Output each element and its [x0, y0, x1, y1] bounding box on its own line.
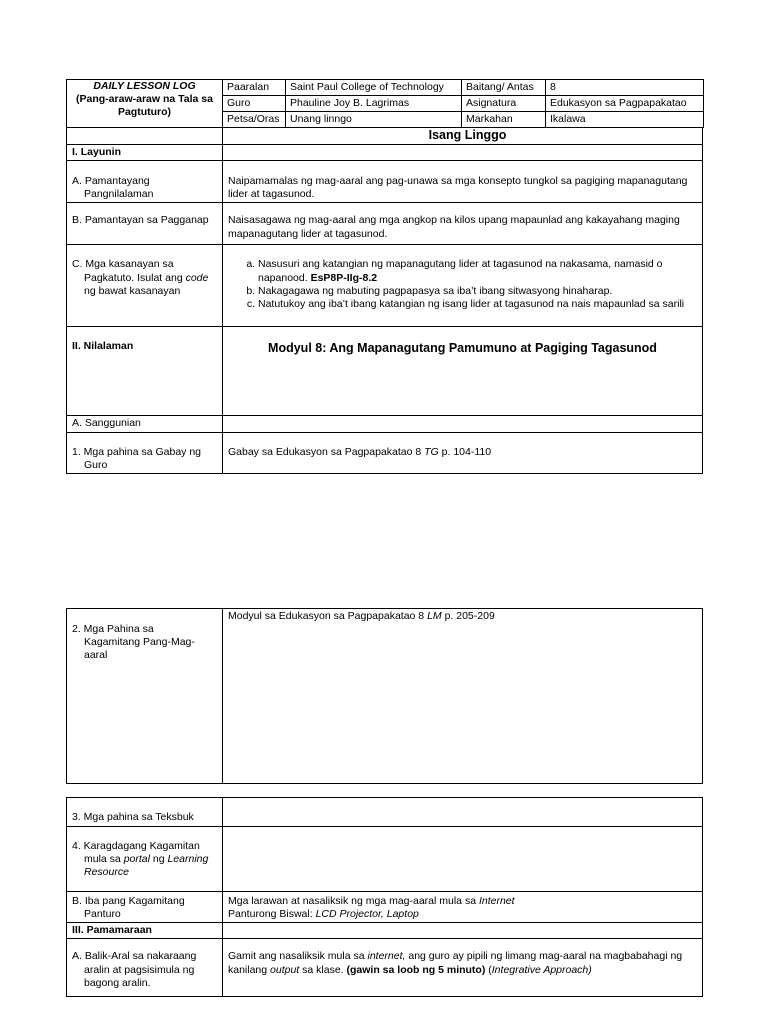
- week-label: Isang Linggo: [223, 128, 703, 145]
- pamantayan-pagganap-label: B. Pamantayan sa Pagganap: [67, 203, 223, 245]
- label-paaralan: Paaralan: [223, 80, 286, 96]
- layunin-heading: I. Layunin: [67, 145, 223, 161]
- lesson-log-page-2: [66, 608, 703, 784]
- resources-table: [66, 797, 703, 997]
- karagdagang-kagamitan-label: 4. Karagdagang Kagamitan mula sa portal ng Learning Resource: [67, 827, 223, 892]
- value-guro: Phauline Joy B. Lagrimas: [286, 96, 462, 112]
- kasanayan-list: [228, 258, 697, 311]
- module-title: Modyul 8: Ang Mapanagutang Pamumuno at Pagiging Tagasunod: [223, 327, 703, 416]
- pamantayang-pangnilalaman-label: A. Pamantayang Pangnilalaman: [67, 161, 223, 203]
- document-subtitle: (Pang-araw-araw na Tala sa Pagtuturo): [76, 93, 213, 119]
- label-baitang: Baitang/ Antas: [462, 80, 546, 96]
- gabay-label: 1. Mga pahina sa Gabay ng Guro: [67, 432, 223, 473]
- teksbuk-label: 3. Mga pahina sa Teksbuk: [67, 798, 223, 827]
- label-asignatura: Asignatura: [462, 96, 546, 112]
- kasanayan-list-cell: [223, 245, 703, 327]
- kasanayan-label: C. Mga kasanayan sa Pagkatuto. Isulat ang code ng bawat kasanayan: [67, 245, 223, 327]
- kagamitan-mag-aaral-label: 2. Mga Pahina sa Kagamitang Pang-Mag- aaral: [67, 609, 223, 784]
- kasanayan-item-a: a. Nasusuri ang katangian ng mapanagutang lider at tagasunod na nakasama, namasid o napanood. EsP8P-IIg-8.2: [258, 258, 697, 284]
- pamantayan-pagganap-text: Naisasagawa ng mag-aaral ang mga angkop na kilos upang mapaunlad ang kakayahang maging mapanagutang lider at tagasunod.: [223, 203, 703, 245]
- iba-pang-kagamitan-text: Mga larawan at nasaliksik ng mga mag-aaral mula sa Internet Panturong Biswal: LCD Projector, Laptop: [223, 892, 703, 923]
- label-guro: Guro: [223, 96, 286, 112]
- sanggunian-heading: A. Sanggunian: [67, 416, 223, 432]
- header-table: [66, 79, 704, 128]
- kasanayan-item-c: c. Natutukoy ang iba’t ibang katangian ng isang lider at tagasunod na nais mapaunlad sa sarili: [258, 298, 697, 311]
- lesson-log-page-1: [66, 79, 703, 474]
- pamantayang-pangnilalaman-text: Naipamamalas ng mag-aaral ang pag-unawa sa mga konsepto tungkol sa pagiging mapanagutang lider at tagasunod.: [223, 161, 703, 203]
- label-markahan: Markahan: [462, 112, 546, 128]
- kagamitan-mag-aaral-text: Modyul sa Edukasyon sa Pagpapakatao 8 LM p. 205-209: [223, 609, 703, 784]
- value-baitang: 8: [546, 80, 704, 96]
- learner-material-table: [66, 608, 703, 784]
- document-title: DAILY LESSON LOG: [93, 80, 196, 92]
- title-cell: [67, 80, 223, 128]
- value-paaralan: Saint Paul College of Technology: [286, 80, 462, 96]
- nilalaman-heading: II. Nilalaman: [67, 327, 223, 416]
- objectives-table: [66, 127, 703, 473]
- pamamaraan-heading: III. Pamamaraan: [67, 923, 223, 939]
- label-petsa: Petsa/Oras: [223, 112, 286, 128]
- lesson-log-page-3: [66, 797, 703, 997]
- balik-aral-text: Gamit ang nasaliksik mula sa internet, ang guro ay pipili ng limang mag-aaral na magbabahagi ng kanilang output sa klase. (gawin sa loob ng 5 minuto) (Integrative Approach): [223, 939, 703, 997]
- value-petsa: Unang linngo: [286, 112, 462, 128]
- value-asignatura: Edukasyon sa Pagpapakatao: [546, 96, 704, 112]
- iba-pang-kagamitan-label: B. Iba pang Kagamitang Panturo: [67, 892, 223, 923]
- kasanayan-item-b: b. Nakagagawa ng mabuting pagpapasya sa iba’t ibang sitwasyong hinaharap.: [258, 285, 697, 298]
- value-markahan: Ikalawa: [546, 112, 704, 128]
- balik-aral-label: A. Balik-Aral sa nakaraang aralin at pagsisimula ng bagong aralin.: [67, 939, 223, 997]
- competency-code: EsP8P-IIg-8.2: [310, 271, 378, 284]
- gabay-text: Gabay sa Edukasyon sa Pagpapakatao 8 TG p. 104-110: [223, 432, 703, 473]
